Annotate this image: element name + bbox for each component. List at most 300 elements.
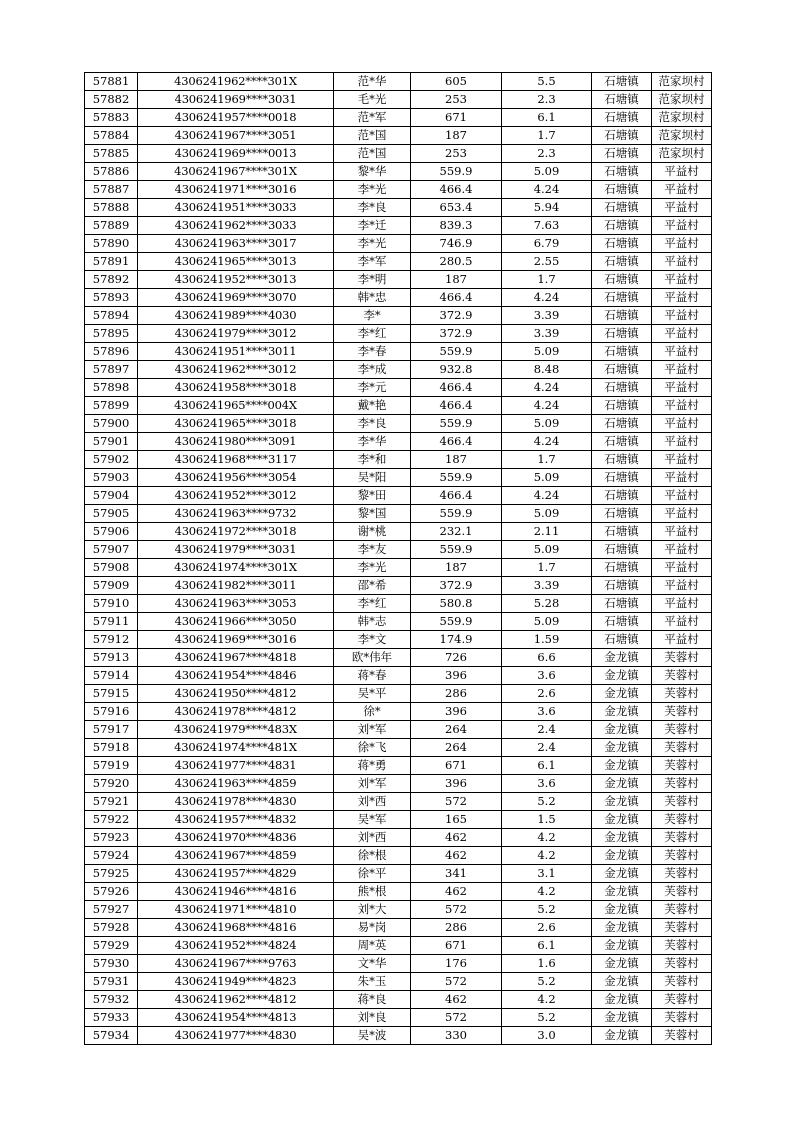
village-cell: 平益村 — [652, 595, 712, 613]
table-row — [85, 487, 712, 505]
village-cell: 芙蓉村 — [652, 901, 712, 919]
town-cell: 金龙镇 — [592, 757, 652, 775]
table-row — [85, 505, 712, 523]
name-cell: 李*元 — [334, 379, 411, 397]
row-number-cell: 57893 — [85, 289, 138, 307]
amount-cell: 462 — [411, 829, 502, 847]
amount-cell: 280.5 — [411, 253, 502, 271]
village-cell: 平益村 — [652, 253, 712, 271]
town-cell: 石塘镇 — [592, 343, 652, 361]
id-number-cell: 4306241952****3013 — [138, 271, 334, 289]
id-number-cell: 4306241963****9732 — [138, 505, 334, 523]
row-number-cell: 57933 — [85, 1009, 138, 1027]
area-cell: 3.39 — [502, 325, 592, 343]
name-cell: 韩*忠 — [334, 289, 411, 307]
row-number-cell: 57918 — [85, 739, 138, 757]
id-number-cell: 4306241974****301X — [138, 559, 334, 577]
amount-cell: 671 — [411, 109, 502, 127]
town-cell: 石塘镇 — [592, 595, 652, 613]
village-cell: 平益村 — [652, 217, 712, 235]
name-cell: 蒋*春 — [334, 667, 411, 685]
table-row — [85, 613, 712, 631]
amount-cell: 653.4 — [411, 199, 502, 217]
amount-cell: 466.4 — [411, 289, 502, 307]
amount-cell: 839.3 — [411, 217, 502, 235]
town-cell: 金龙镇 — [592, 685, 652, 703]
area-cell: 5.2 — [502, 973, 592, 991]
area-cell: 7.63 — [502, 217, 592, 235]
village-cell: 芙蓉村 — [652, 667, 712, 685]
amount-cell: 559.9 — [411, 613, 502, 631]
row-number-cell: 57897 — [85, 361, 138, 379]
amount-cell: 187 — [411, 271, 502, 289]
village-cell: 平益村 — [652, 163, 712, 181]
area-cell: 2.3 — [502, 145, 592, 163]
amount-cell: 187 — [411, 127, 502, 145]
name-cell: 刘*大 — [334, 901, 411, 919]
name-cell: 周*英 — [334, 937, 411, 955]
area-cell: 4.2 — [502, 883, 592, 901]
name-cell: 蒋*勇 — [334, 757, 411, 775]
area-cell: 4.24 — [502, 433, 592, 451]
village-cell: 芙蓉村 — [652, 649, 712, 667]
table-row — [85, 847, 712, 865]
row-number-cell: 57898 — [85, 379, 138, 397]
table-row — [85, 1009, 712, 1027]
village-cell: 平益村 — [652, 541, 712, 559]
name-cell: 韩*志 — [334, 613, 411, 631]
row-number-cell: 57923 — [85, 829, 138, 847]
table-row — [85, 757, 712, 775]
id-number-cell: 4306241952****4824 — [138, 937, 334, 955]
town-cell: 石塘镇 — [592, 433, 652, 451]
town-cell: 石塘镇 — [592, 487, 652, 505]
amount-cell: 559.9 — [411, 415, 502, 433]
area-cell: 5.09 — [502, 505, 592, 523]
town-cell: 石塘镇 — [592, 199, 652, 217]
table-row — [85, 325, 712, 343]
name-cell: 蒋*良 — [334, 991, 411, 1009]
village-cell: 平益村 — [652, 631, 712, 649]
row-number-cell: 57917 — [85, 721, 138, 739]
table-row — [85, 631, 712, 649]
row-number-cell: 57914 — [85, 667, 138, 685]
town-cell: 石塘镇 — [592, 559, 652, 577]
area-cell: 3.6 — [502, 703, 592, 721]
village-cell: 范家坝村 — [652, 91, 712, 109]
amount-cell: 396 — [411, 667, 502, 685]
village-cell: 芙蓉村 — [652, 937, 712, 955]
area-cell: 1.7 — [502, 451, 592, 469]
village-cell: 平益村 — [652, 289, 712, 307]
table-row — [85, 703, 712, 721]
name-cell: 李*文 — [334, 631, 411, 649]
amount-cell: 572 — [411, 973, 502, 991]
amount-cell: 580.8 — [411, 595, 502, 613]
id-number-cell: 4306241989****4030 — [138, 307, 334, 325]
id-number-cell: 4306241954****4846 — [138, 667, 334, 685]
amount-cell: 559.9 — [411, 541, 502, 559]
town-cell: 金龙镇 — [592, 883, 652, 901]
town-cell: 石塘镇 — [592, 145, 652, 163]
village-cell: 芙蓉村 — [652, 847, 712, 865]
id-number-cell: 4306241965****3013 — [138, 253, 334, 271]
amount-cell: 572 — [411, 793, 502, 811]
town-cell: 金龙镇 — [592, 811, 652, 829]
town-cell: 石塘镇 — [592, 451, 652, 469]
town-cell: 石塘镇 — [592, 91, 652, 109]
table-row — [85, 91, 712, 109]
area-cell: 2.11 — [502, 523, 592, 541]
village-cell: 平益村 — [652, 523, 712, 541]
row-number-cell: 57915 — [85, 685, 138, 703]
name-cell: 徐*飞 — [334, 739, 411, 757]
area-cell: 3.39 — [502, 307, 592, 325]
table-row — [85, 775, 712, 793]
area-cell: 6.1 — [502, 109, 592, 127]
table-row — [85, 361, 712, 379]
row-number-cell: 57931 — [85, 973, 138, 991]
row-number-cell: 57905 — [85, 505, 138, 523]
table-row — [85, 919, 712, 937]
town-cell: 金龙镇 — [592, 973, 652, 991]
area-cell: 5.09 — [502, 415, 592, 433]
area-cell: 6.6 — [502, 649, 592, 667]
table-row — [85, 109, 712, 127]
amount-cell: 559.9 — [411, 163, 502, 181]
area-cell: 5.09 — [502, 343, 592, 361]
table-row — [85, 829, 712, 847]
table-row — [85, 1027, 712, 1045]
id-number-cell: 4306241969****0013 — [138, 145, 334, 163]
town-cell: 石塘镇 — [592, 109, 652, 127]
town-cell: 石塘镇 — [592, 271, 652, 289]
table-row — [85, 577, 712, 595]
town-cell: 石塘镇 — [592, 469, 652, 487]
town-cell: 金龙镇 — [592, 991, 652, 1009]
id-number-cell: 4306241957****4832 — [138, 811, 334, 829]
name-cell: 李*和 — [334, 451, 411, 469]
amount-cell: 462 — [411, 991, 502, 1009]
row-number-cell: 57934 — [85, 1027, 138, 1045]
row-number-cell: 57911 — [85, 613, 138, 631]
town-cell: 石塘镇 — [592, 505, 652, 523]
village-cell: 芙蓉村 — [652, 1027, 712, 1045]
row-number-cell: 57882 — [85, 91, 138, 109]
table-row — [85, 415, 712, 433]
id-number-cell: 4306241957****0018 — [138, 109, 334, 127]
amount-cell: 174.9 — [411, 631, 502, 649]
row-number-cell: 57913 — [85, 649, 138, 667]
id-number-cell: 4306241969****3070 — [138, 289, 334, 307]
row-number-cell: 57908 — [85, 559, 138, 577]
area-cell: 5.2 — [502, 793, 592, 811]
town-cell: 金龙镇 — [592, 829, 652, 847]
id-number-cell: 4306241951****3033 — [138, 199, 334, 217]
table-row — [85, 721, 712, 739]
amount-cell: 462 — [411, 847, 502, 865]
id-number-cell: 4306241969****3016 — [138, 631, 334, 649]
row-number-cell: 57919 — [85, 757, 138, 775]
amount-cell: 286 — [411, 685, 502, 703]
table-row — [85, 469, 712, 487]
table-row — [85, 289, 712, 307]
area-cell: 1.7 — [502, 559, 592, 577]
name-cell: 吴*军 — [334, 811, 411, 829]
area-cell: 3.0 — [502, 1027, 592, 1045]
amount-cell: 932.8 — [411, 361, 502, 379]
id-number-cell: 4306241967****4818 — [138, 649, 334, 667]
town-cell: 金龙镇 — [592, 937, 652, 955]
name-cell: 刘*西 — [334, 793, 411, 811]
village-cell: 平益村 — [652, 415, 712, 433]
amount-cell: 286 — [411, 919, 502, 937]
village-cell: 芙蓉村 — [652, 991, 712, 1009]
area-cell: 1.7 — [502, 127, 592, 145]
town-cell: 金龙镇 — [592, 667, 652, 685]
village-cell: 平益村 — [652, 271, 712, 289]
village-cell: 芙蓉村 — [652, 685, 712, 703]
area-cell: 4.24 — [502, 397, 592, 415]
village-cell: 平益村 — [652, 307, 712, 325]
area-cell: 8.48 — [502, 361, 592, 379]
id-number-cell: 4306241962****4812 — [138, 991, 334, 1009]
row-number-cell: 57888 — [85, 199, 138, 217]
id-number-cell: 4306241978****4812 — [138, 703, 334, 721]
village-cell: 范家坝村 — [652, 145, 712, 163]
table-row — [85, 433, 712, 451]
amount-cell: 187 — [411, 559, 502, 577]
table-row — [85, 649, 712, 667]
name-cell: 李*光 — [334, 559, 411, 577]
name-cell: 黎*华 — [334, 163, 411, 181]
id-number-cell: 4306241950****4812 — [138, 685, 334, 703]
row-number-cell: 57889 — [85, 217, 138, 235]
id-number-cell: 4306241978****4830 — [138, 793, 334, 811]
table-row — [85, 253, 712, 271]
name-cell: 谢*桃 — [334, 523, 411, 541]
area-cell: 3.39 — [502, 577, 592, 595]
town-cell: 金龙镇 — [592, 739, 652, 757]
row-number-cell: 57901 — [85, 433, 138, 451]
row-number-cell: 57886 — [85, 163, 138, 181]
amount-cell: 466.4 — [411, 379, 502, 397]
table-row — [85, 793, 712, 811]
town-cell: 石塘镇 — [592, 217, 652, 235]
name-cell: 刘*军 — [334, 775, 411, 793]
table-body — [85, 73, 712, 1045]
row-number-cell: 57921 — [85, 793, 138, 811]
name-cell: 李*华 — [334, 433, 411, 451]
amount-cell: 559.9 — [411, 469, 502, 487]
table-row — [85, 73, 712, 91]
table-row — [85, 865, 712, 883]
village-cell: 芙蓉村 — [652, 721, 712, 739]
area-cell: 1.7 — [502, 271, 592, 289]
town-cell: 金龙镇 — [592, 955, 652, 973]
id-number-cell: 4306241967****9763 — [138, 955, 334, 973]
table-row — [85, 973, 712, 991]
town-cell: 石塘镇 — [592, 73, 652, 91]
id-number-cell: 4306241969****3031 — [138, 91, 334, 109]
id-number-cell: 4306241967****3051 — [138, 127, 334, 145]
village-cell: 芙蓉村 — [652, 955, 712, 973]
amount-cell: 187 — [411, 451, 502, 469]
name-cell: 刘*西 — [334, 829, 411, 847]
town-cell: 石塘镇 — [592, 163, 652, 181]
town-cell: 石塘镇 — [592, 361, 652, 379]
area-cell: 5.09 — [502, 163, 592, 181]
area-cell: 2.6 — [502, 919, 592, 937]
area-cell: 2.4 — [502, 721, 592, 739]
id-number-cell: 4306241965****004X — [138, 397, 334, 415]
amount-cell: 396 — [411, 775, 502, 793]
area-cell: 2.3 — [502, 91, 592, 109]
table-row — [85, 559, 712, 577]
amount-cell: 605 — [411, 73, 502, 91]
row-number-cell: 57883 — [85, 109, 138, 127]
table-row — [85, 955, 712, 973]
name-cell: 黎*田 — [334, 487, 411, 505]
table-row — [85, 379, 712, 397]
name-cell: 徐* — [334, 703, 411, 721]
row-number-cell: 57894 — [85, 307, 138, 325]
area-cell: 4.2 — [502, 847, 592, 865]
id-number-cell: 4306241956****3054 — [138, 469, 334, 487]
row-number-cell: 57927 — [85, 901, 138, 919]
area-cell: 6.1 — [502, 757, 592, 775]
table-row — [85, 523, 712, 541]
town-cell: 金龙镇 — [592, 865, 652, 883]
id-number-cell: 4306241963****3053 — [138, 595, 334, 613]
row-number-cell: 57895 — [85, 325, 138, 343]
table-row — [85, 307, 712, 325]
name-cell: 毛*光 — [334, 91, 411, 109]
row-number-cell: 57929 — [85, 937, 138, 955]
town-cell: 石塘镇 — [592, 181, 652, 199]
id-number-cell: 4306241980****3091 — [138, 433, 334, 451]
id-number-cell: 4306241954****4813 — [138, 1009, 334, 1027]
town-cell: 石塘镇 — [592, 127, 652, 145]
row-number-cell: 57925 — [85, 865, 138, 883]
name-cell: 易*岗 — [334, 919, 411, 937]
row-number-cell: 57885 — [85, 145, 138, 163]
table-row — [85, 235, 712, 253]
town-cell: 金龙镇 — [592, 649, 652, 667]
name-cell: 吴*波 — [334, 1027, 411, 1045]
amount-cell: 559.9 — [411, 505, 502, 523]
village-cell: 平益村 — [652, 379, 712, 397]
row-number-cell: 57907 — [85, 541, 138, 559]
area-cell: 1.5 — [502, 811, 592, 829]
name-cell: 朱*玉 — [334, 973, 411, 991]
town-cell: 石塘镇 — [592, 631, 652, 649]
row-number-cell: 57926 — [85, 883, 138, 901]
name-cell: 刘*军 — [334, 721, 411, 739]
town-cell: 金龙镇 — [592, 901, 652, 919]
village-cell: 芙蓉村 — [652, 703, 712, 721]
name-cell: 刘*良 — [334, 1009, 411, 1027]
town-cell: 石塘镇 — [592, 397, 652, 415]
table-row — [85, 901, 712, 919]
id-number-cell: 4306241966****3050 — [138, 613, 334, 631]
table-row — [85, 595, 712, 613]
village-cell: 平益村 — [652, 433, 712, 451]
town-cell: 石塘镇 — [592, 253, 652, 271]
amount-cell: 372.9 — [411, 307, 502, 325]
town-cell: 石塘镇 — [592, 325, 652, 343]
town-cell: 石塘镇 — [592, 415, 652, 433]
village-cell: 平益村 — [652, 613, 712, 631]
row-number-cell: 57928 — [85, 919, 138, 937]
table-row — [85, 811, 712, 829]
id-number-cell: 4306241972****3018 — [138, 523, 334, 541]
amount-cell: 264 — [411, 739, 502, 757]
table-row — [85, 217, 712, 235]
row-number-cell: 57890 — [85, 235, 138, 253]
id-number-cell: 4306241977****4831 — [138, 757, 334, 775]
amount-cell: 726 — [411, 649, 502, 667]
id-number-cell: 4306241968****4816 — [138, 919, 334, 937]
town-cell: 金龙镇 — [592, 919, 652, 937]
table-row — [85, 181, 712, 199]
amount-cell: 264 — [411, 721, 502, 739]
id-number-cell: 4306241967****4859 — [138, 847, 334, 865]
id-number-cell: 4306241979****483X — [138, 721, 334, 739]
area-cell: 6.1 — [502, 937, 592, 955]
village-cell: 芙蓉村 — [652, 775, 712, 793]
row-number-cell: 57916 — [85, 703, 138, 721]
town-cell: 石塘镇 — [592, 379, 652, 397]
town-cell: 金龙镇 — [592, 703, 652, 721]
name-cell: 李*友 — [334, 541, 411, 559]
table-row — [85, 541, 712, 559]
village-cell: 平益村 — [652, 235, 712, 253]
row-number-cell: 57932 — [85, 991, 138, 1009]
area-cell: 3.6 — [502, 667, 592, 685]
name-cell: 李*军 — [334, 253, 411, 271]
name-cell: 熊*根 — [334, 883, 411, 901]
village-cell: 平益村 — [652, 451, 712, 469]
id-number-cell: 4306241970****4836 — [138, 829, 334, 847]
area-cell: 5.5 — [502, 73, 592, 91]
area-cell: 4.2 — [502, 991, 592, 1009]
village-cell: 平益村 — [652, 577, 712, 595]
amount-cell: 559.9 — [411, 343, 502, 361]
area-cell: 3.1 — [502, 865, 592, 883]
row-number-cell: 57909 — [85, 577, 138, 595]
table-row — [85, 199, 712, 217]
id-number-cell: 4306241957****4829 — [138, 865, 334, 883]
amount-cell: 176 — [411, 955, 502, 973]
village-cell: 芙蓉村 — [652, 793, 712, 811]
name-cell: 李*成 — [334, 361, 411, 379]
row-number-cell: 57910 — [85, 595, 138, 613]
village-cell: 平益村 — [652, 343, 712, 361]
name-cell: 李*红 — [334, 325, 411, 343]
village-cell: 芙蓉村 — [652, 1009, 712, 1027]
id-number-cell: 4306241963****4859 — [138, 775, 334, 793]
id-number-cell: 4306241951****3011 — [138, 343, 334, 361]
name-cell: 李*光 — [334, 235, 411, 253]
name-cell: 李* — [334, 307, 411, 325]
amount-cell: 466.4 — [411, 433, 502, 451]
area-cell: 4.2 — [502, 829, 592, 847]
id-number-cell: 4306241962****3012 — [138, 361, 334, 379]
row-number-cell: 57892 — [85, 271, 138, 289]
village-cell: 平益村 — [652, 361, 712, 379]
name-cell: 欧*伟年 — [334, 649, 411, 667]
